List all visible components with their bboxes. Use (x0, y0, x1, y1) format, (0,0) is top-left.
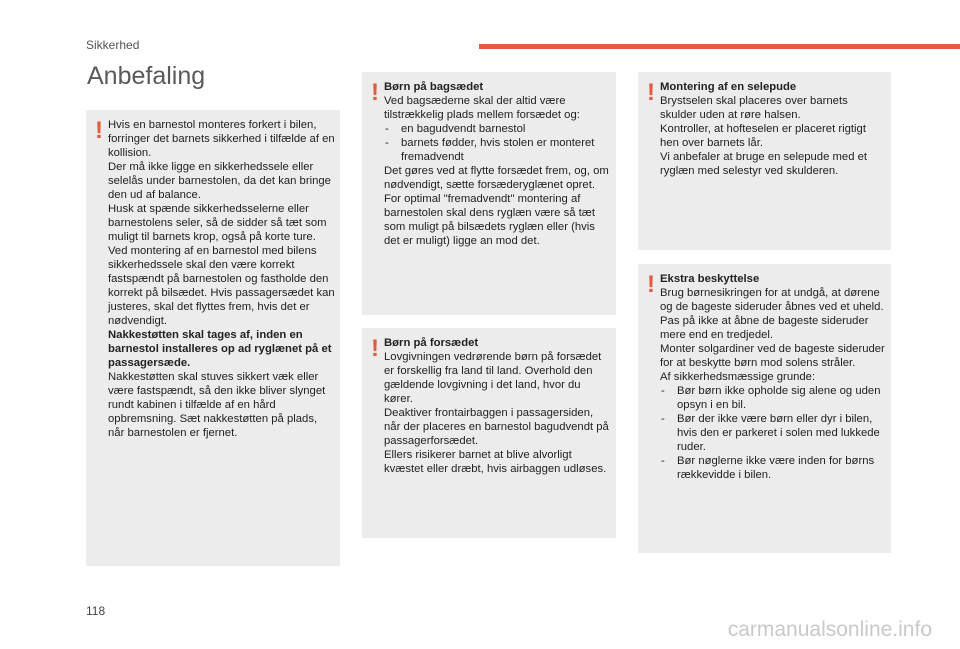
section-accent-bar (479, 44, 960, 49)
list-item: - Bør børn ikke opholde sig alene og uden opsyn i en bil. (660, 384, 887, 412)
warning-box-rear-seat (362, 72, 616, 315)
warning-text (660, 272, 887, 482)
warning-box-child-seat (86, 110, 340, 566)
paragraph: Ved montering af en barnestol med bilens sikkerhedssele skal den være korrekt fastspændt på barnestolen og fastholde den korrekt på bilsædet. Hvis passagersædet kan justeres, skal det flyttes frem, hvis det er nødvendigt. (108, 245, 335, 327)
paragraph: Af sikkerhedsmæssige grunde: (660, 371, 816, 383)
box-heading: Børn på bagsædet (384, 81, 484, 93)
paragraph: Husk at spænde sikkerhedsselerne eller barnestolens seler, så de sidder så tæt som muligt til barnets krop, også på korte ture. (108, 203, 327, 243)
paragraph: Ved bagsæderne skal der altid være tilstrækkelig plads mellem forsædet og: (384, 95, 580, 121)
warning-box-extra-protection (638, 264, 891, 553)
paragraph: Lovgivningen vedrørende børn på forsædet er forskellig fra land til land. Overhold den gældende lovgivning i det land, hvor du kører. (384, 351, 602, 405)
paragraph: Hvis en barnestol monteres forkert i bilen, forringer det barnets sikkerhed i tilfælde af en kollision. (108, 119, 335, 159)
paragraph: Monter solgardiner ved de bageste sideruder for at beskytte børn mod solens stråler. (660, 343, 885, 369)
paragraph: For optimal "fremadvendt" montering af barnestolen skal dens ryglæn være så tæt som muligt på bilsædets ryglæn eller (hvis det er muligt) ligge an mod det. (384, 193, 595, 247)
paragraph: Der må ikke ligge en sikkerhedssele eller selelås under barnestolen, da det kan bringe den ud af balance. (108, 161, 331, 201)
box-heading: Montering af en selepude (660, 81, 797, 93)
bold-warning: Nakkestøtten skal tages af, inden en barnestol installeres op ad ryglænet på et passagersæde. (108, 329, 332, 369)
warning-icon: ! (95, 117, 103, 144)
paragraph: Det gøres ved at flytte forsædet frem, og, om nødvendigt, sætte forsæderyglænet opret. (384, 165, 609, 191)
warning-text (660, 80, 887, 178)
paragraph: Brug børnesikringen for at undgå, at dørene og de bageste sideruder åbnes ved et uheld. (660, 287, 884, 313)
page-title: Anbefaling (87, 62, 206, 90)
paragraph: Vi anbefaler at bruge en selepude med et ryglæn med selestyr ved skulderen. (660, 151, 868, 177)
paragraph: Pas på ikke at åbne de bageste sideruder mere end en tredjedel. (660, 315, 869, 341)
watermark: carmanualsonline.info (727, 618, 932, 641)
list-item: - en bagudvendt barnestol (384, 122, 612, 136)
paragraph: Deaktiver frontairbaggen i passagersiden, når der placeres en barnestol bagudvendt på passagerforsædet. (384, 407, 609, 447)
paragraph: Brystselen skal placeres over barnets skulder uden at røre halsen. (660, 95, 848, 121)
warning-icon: ! (647, 79, 655, 106)
box-heading: Ekstra beskyttelse (660, 273, 760, 285)
list-item: - Bør nøglerne ikke være inden for børns rækkevidde i bilen. (660, 454, 887, 482)
warning-icon: ! (647, 271, 655, 298)
list-item: - barnets fødder, hvis stolen er monteret fremadvendt (384, 136, 612, 164)
paragraph: Ellers risikerer barnet at blive alvorligt kvæstet eller dræbt, hvis airbaggen udløses. (384, 449, 607, 475)
paragraph: Kontroller, at hofteselen er placeret rigtigt hen over barnets lår. (660, 123, 866, 149)
warning-text (384, 80, 612, 248)
warning-box-front-seat (362, 328, 616, 538)
warning-icon: ! (371, 79, 379, 106)
warning-text (108, 118, 336, 440)
section-label: Sikkerhed (86, 38, 140, 52)
page-number: 118 (86, 604, 106, 618)
box-heading: Børn på forsædet (384, 337, 479, 349)
list-item: - Bør der ikke være børn eller dyr i bilen, hvis den er parkeret i solen med lukkede ruder. (660, 412, 887, 454)
warning-box-booster-cushion (638, 72, 891, 250)
warning-text (384, 336, 612, 476)
warning-icon: ! (371, 335, 379, 362)
paragraph: Nakkestøtten skal stuves sikkert væk eller være fastspændt, så den ikke bliver slynget rundt kabinen i tilfælde af en hård opbremsning. Sæt nakkestøtten på plads, når barnestolen er fjernet. (108, 371, 326, 439)
